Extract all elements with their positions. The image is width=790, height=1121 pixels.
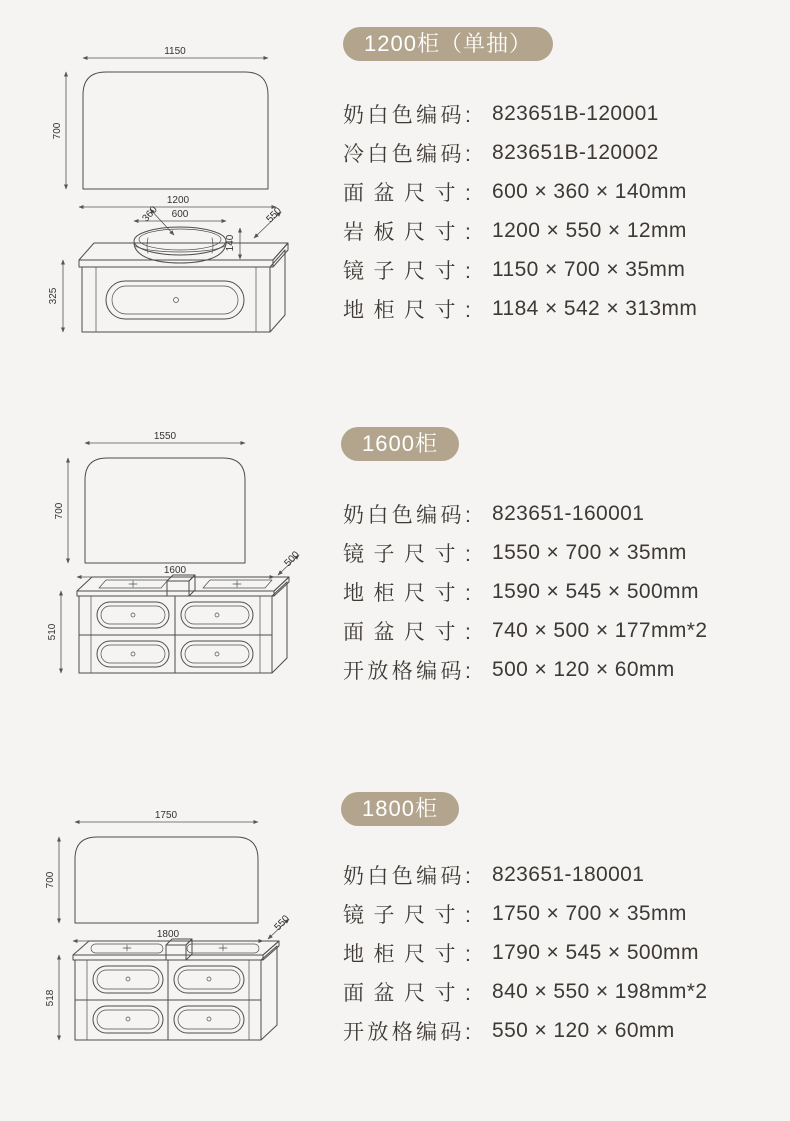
dim-mirror-width: 1750 bbox=[154, 810, 178, 821]
dim-mirror-height: 700 bbox=[45, 871, 56, 889]
spec-list-1800 bbox=[343, 855, 763, 1050]
cabinet-drawing bbox=[45, 913, 292, 1040]
basin-drawing bbox=[134, 227, 226, 263]
knob bbox=[126, 1017, 130, 1021]
knob bbox=[131, 613, 135, 617]
spec-value: 740 × 500 × 177mm*2 bbox=[492, 618, 708, 642]
knob bbox=[126, 977, 130, 981]
spec-value: 550 × 120 × 60mm bbox=[492, 1018, 675, 1042]
spec-row bbox=[343, 533, 763, 572]
spec-label: 面盆尺寸: bbox=[343, 181, 471, 205]
spec-value: 1200 × 550 × 12mm bbox=[492, 218, 687, 242]
spec-row bbox=[343, 894, 763, 933]
spec-label: 奶白色编码: bbox=[343, 103, 471, 127]
spec-value: 1590 × 545 × 500mm bbox=[492, 579, 699, 603]
dim-cabinet-width: 1600 bbox=[163, 565, 187, 576]
mirror-drawing bbox=[54, 431, 245, 563]
spec-label: 面盆尺寸: bbox=[343, 620, 471, 644]
spec-row bbox=[343, 94, 763, 133]
spec-row bbox=[343, 211, 763, 250]
open-shelf-box bbox=[167, 575, 195, 596]
spec-value: 840 × 550 × 198mm*2 bbox=[492, 979, 708, 1003]
knob bbox=[215, 613, 219, 617]
dim-basin-width: 600 bbox=[171, 209, 189, 220]
dim-cabinet-width: 1200 bbox=[166, 195, 190, 206]
spec-label: 奶白色编码: bbox=[343, 503, 471, 527]
knob bbox=[207, 1017, 211, 1021]
spec-label: 地柜尺寸: bbox=[343, 581, 471, 605]
dim-mirror-height: 700 bbox=[54, 502, 65, 520]
spec-value: 823651-160001 bbox=[492, 501, 645, 525]
spec-value: 1790 × 545 × 500mm bbox=[492, 940, 699, 964]
drawing-1800 bbox=[35, 800, 325, 1090]
spec-value: 1550 × 700 × 35mm bbox=[492, 540, 687, 564]
spec-row bbox=[343, 289, 763, 328]
dim-mirror-height: 700 bbox=[52, 122, 63, 140]
drawing-1800-svg bbox=[35, 800, 325, 1085]
spec-label: 岩板尺寸: bbox=[343, 220, 471, 244]
dim-counter-depth: 550 bbox=[264, 205, 284, 226]
spec-label: 镜子尺寸: bbox=[343, 903, 471, 927]
drawing-1600 bbox=[35, 425, 325, 700]
dim-mirror-width: 1150 bbox=[164, 46, 186, 57]
spec-row bbox=[343, 172, 763, 211]
mirror-drawing bbox=[45, 810, 258, 923]
mirror-drawing bbox=[52, 46, 268, 189]
dim-cabinet-width: 1800 bbox=[156, 929, 180, 940]
open-shelf-box bbox=[166, 939, 192, 960]
cabinet-drawing bbox=[47, 549, 302, 673]
spec-value: 823651B-120001 bbox=[492, 101, 659, 125]
drawing-1600-svg bbox=[35, 425, 325, 695]
drawing-1200 bbox=[30, 42, 335, 352]
spec-row bbox=[343, 133, 763, 172]
knob bbox=[131, 652, 135, 656]
drawing-1200-svg bbox=[30, 42, 335, 347]
spec-row bbox=[343, 650, 763, 689]
dim-counter-depth: 500 bbox=[282, 549, 302, 570]
spec-label: 开放格编码: bbox=[343, 659, 471, 683]
knob bbox=[174, 298, 179, 303]
spec-label: 地柜尺寸: bbox=[343, 298, 471, 322]
spec-list-1200 bbox=[343, 94, 763, 328]
dim-basin-depth: 360 bbox=[140, 204, 160, 225]
dim-cabinet-height: 518 bbox=[45, 989, 56, 1007]
dim-basin-height: 140 bbox=[225, 234, 236, 252]
size-badge-1600: 1600柜 bbox=[341, 427, 459, 461]
knob bbox=[215, 652, 219, 656]
spec-value: 823651B-120002 bbox=[492, 140, 659, 164]
dim-cabinet-height: 325 bbox=[48, 287, 59, 305]
cabinet-drawing bbox=[48, 195, 288, 332]
size-badge-1800: 1800柜 bbox=[341, 792, 459, 826]
spec-value: 500 × 120 × 60mm bbox=[492, 657, 675, 681]
size-badge-1200: 1200柜（单抽） bbox=[343, 27, 553, 61]
spec-label: 镜子尺寸: bbox=[343, 259, 471, 283]
dim-cabinet-height: 510 bbox=[47, 623, 58, 641]
spec-row bbox=[343, 494, 763, 533]
spec-label: 地柜尺寸: bbox=[343, 942, 471, 966]
spec-label: 面盆尺寸: bbox=[343, 981, 471, 1005]
spec-value: 823651-180001 bbox=[492, 862, 645, 886]
dim-counter-depth: 550 bbox=[272, 913, 292, 934]
spec-value: 1750 × 700 × 35mm bbox=[492, 901, 687, 925]
spec-value: 1184 × 542 × 313mm bbox=[492, 296, 698, 320]
dim-mirror-width: 1550 bbox=[153, 431, 177, 442]
spec-value: 600 × 360 × 140mm bbox=[492, 179, 687, 203]
knob bbox=[207, 977, 211, 981]
spec-row bbox=[343, 933, 763, 972]
spec-row bbox=[343, 972, 763, 1011]
spec-label: 开放格编码: bbox=[343, 1020, 471, 1044]
spec-row bbox=[343, 611, 763, 650]
spec-label: 奶白色编码: bbox=[343, 864, 471, 888]
spec-row bbox=[343, 572, 763, 611]
spec-list-1600 bbox=[343, 494, 763, 689]
spec-row bbox=[343, 1011, 763, 1050]
spec-row bbox=[343, 855, 763, 894]
spec-label: 冷白色编码: bbox=[343, 142, 471, 166]
spec-label: 镜子尺寸: bbox=[343, 542, 471, 566]
spec-row bbox=[343, 250, 763, 289]
spec-value: 1150 × 700 × 35mm bbox=[492, 257, 686, 281]
